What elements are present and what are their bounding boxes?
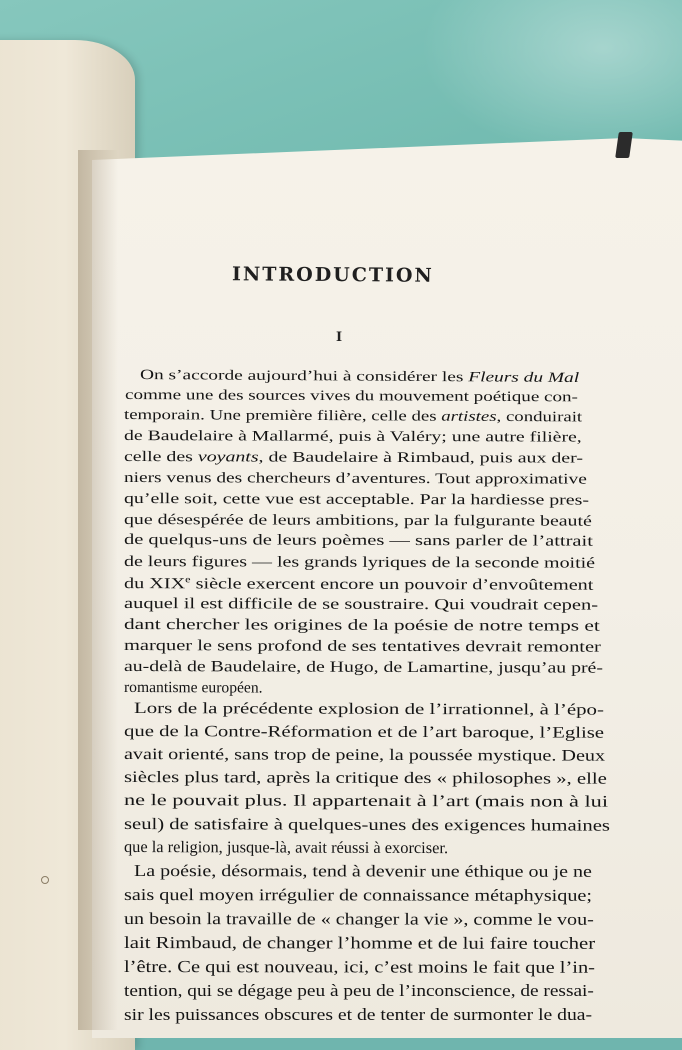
text-line: Lors de la précédente explosion de l’irrationnel, à l’épo-: [133, 699, 604, 719]
text-line: lait Rimbaud, de changer l’homme et de lui faire toucher: [123, 932, 596, 953]
text-line: tention, qui se dégage peu à peu de l’inconscience, de ressai-: [124, 980, 594, 1000]
text-line: que de la Contre-Réformation et de l’art baroque, l’Eglise: [123, 722, 605, 742]
text-line: de leurs figures — les grands lyriques de la seconde moitié: [123, 553, 596, 572]
text-line: qu’elle soit, cette vue est acceptable. Par la hardiesse pres-: [123, 490, 589, 509]
text-line: On s’accorde aujourd’hui à considérer les Fleurs du Mal: [139, 367, 580, 387]
text-line: du XIXe siècle exercent encore un pouvoir d’envoûtement: [123, 574, 594, 594]
section-number: I: [336, 330, 343, 345]
text-line: La poésie, désormais, tend à devenir une éthique ou je ne: [133, 861, 592, 881]
page-title: INTRODUCTION: [231, 263, 434, 287]
text-line: celle des voyants, de Baudelaire à Rimbaud, puis aux der-: [123, 448, 583, 467]
text-line: romantisme européen.: [123, 678, 263, 697]
text-line: sir les puissances obscures et de tenter de surmonter le dua-: [124, 1004, 593, 1024]
text-line: sais quel moyen irrégulier de connaissance métaphysique;: [123, 884, 593, 905]
text-line: marquer le sens profond de ses tentatives devrait remonter: [123, 637, 601, 656]
text-line: que la religion, jusque-là, avait réussi à exorciser.: [123, 837, 449, 858]
text-line: ne le pouvait plus. Il appartenait à l’art (mais non à lui: [123, 791, 609, 812]
text-line: dant chercher les origines de la poésie de notre temps et: [123, 616, 600, 635]
text-line: au-delà de Baudelaire, de Hugo, de Lamartine, jusqu’au pré-: [123, 657, 603, 677]
text-line: l’être. Ce qui est nouveau, ici, c’est moins le fait que l’in-: [123, 956, 595, 977]
text-line: que désespérée de leurs ambitions, par la fulgurante beauté: [123, 511, 592, 530]
text-line: auquel il est difficile de se soustraire. Qui voudrait cepen-: [123, 595, 599, 614]
text-line: temporain. Une première filière, celle des artistes, conduirait: [123, 406, 583, 426]
text-line: avait orienté, sans trop de peine, la poussée mystique. Deux: [123, 745, 606, 765]
text-line: de quelqus-uns de leurs poèmes — sans parler de l’attrait: [123, 532, 593, 551]
text-line: un besoin la travaille de « changer la vie », comme le vou-: [123, 908, 594, 929]
text-line: seul) de satisfaire à quelques-unes des exigences humaines: [123, 814, 610, 836]
text-line: de Baudelaire à Mallarmé, puis à Valéry; une autre filière,: [123, 427, 582, 446]
text-line: siècles plus tard, après la critique des « philosophes », elle: [123, 768, 607, 788]
text-line: comme une des sources vives du mouvement poétique con-: [124, 387, 578, 406]
text-line: niers venus des chercheurs d’aventures. Tout approximative: [123, 469, 587, 488]
